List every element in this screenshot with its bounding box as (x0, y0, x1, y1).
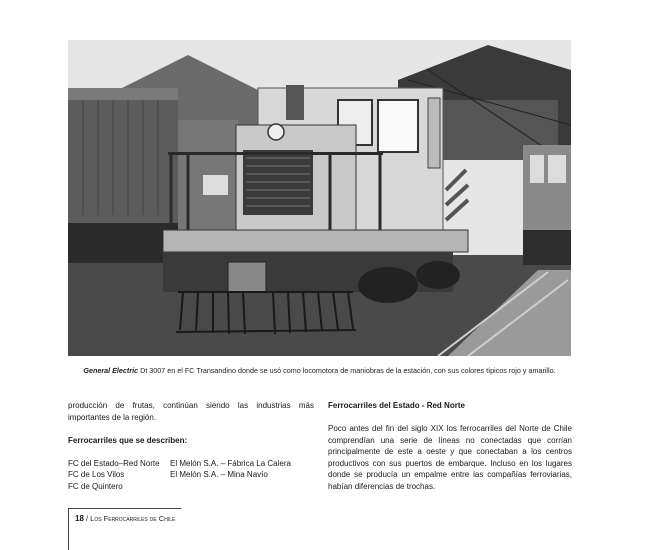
section-paragraph: Poco antes del fin del siglo XIX los ferrocarriles del Norte de Chile comprendían una serie de líneas no conectadas que corrían principalmente de este a oeste y que conectaban a los centros productivos con sus puertos de embarque. Incluso en los lugares donde se producía un empalme entre las compañías ferroviarias, habían diferencias de trochas. (328, 424, 572, 491)
footer-text (75, 514, 175, 523)
footer-separator: / (83, 514, 91, 523)
railways-list (68, 458, 314, 494)
footer-rule (69, 508, 181, 509)
caption-maker: General Electric (83, 366, 139, 375)
list-item: FC de Quintero (68, 481, 123, 491)
list-item: El Melón S.A. – Fábrica La Calera (170, 458, 291, 468)
book-title: Los Ferrocarriles de Chile (90, 514, 176, 523)
railways-list-col2 (170, 458, 291, 481)
locomotive-photo (68, 40, 571, 356)
railways-list-col1 (68, 458, 160, 493)
right-column (328, 400, 572, 492)
intro-paragraph: producción de frutas, continúan siendo las industrias más importantes de la región. (68, 401, 314, 422)
list-item: FC del Estado–Red Norte (68, 458, 160, 468)
section-heading: Ferrocarriles del Estado - Red Norte (328, 401, 465, 410)
list-item: El Melón S.A. – Mina Navío (170, 470, 268, 479)
page-footer (68, 508, 181, 550)
caption-text: Dt 3007 en el FC Transandino donde se usó como locomotora de maniobras de la estación, con sus colores típicos rojo y amarillo. (138, 366, 556, 375)
page-number: 18 (75, 514, 84, 523)
railways-list-heading: Ferrocarriles que se describen: (68, 435, 188, 445)
list-item: FC de Los Vilos (68, 470, 125, 479)
photo-caption (68, 366, 571, 375)
left-column (68, 400, 314, 494)
